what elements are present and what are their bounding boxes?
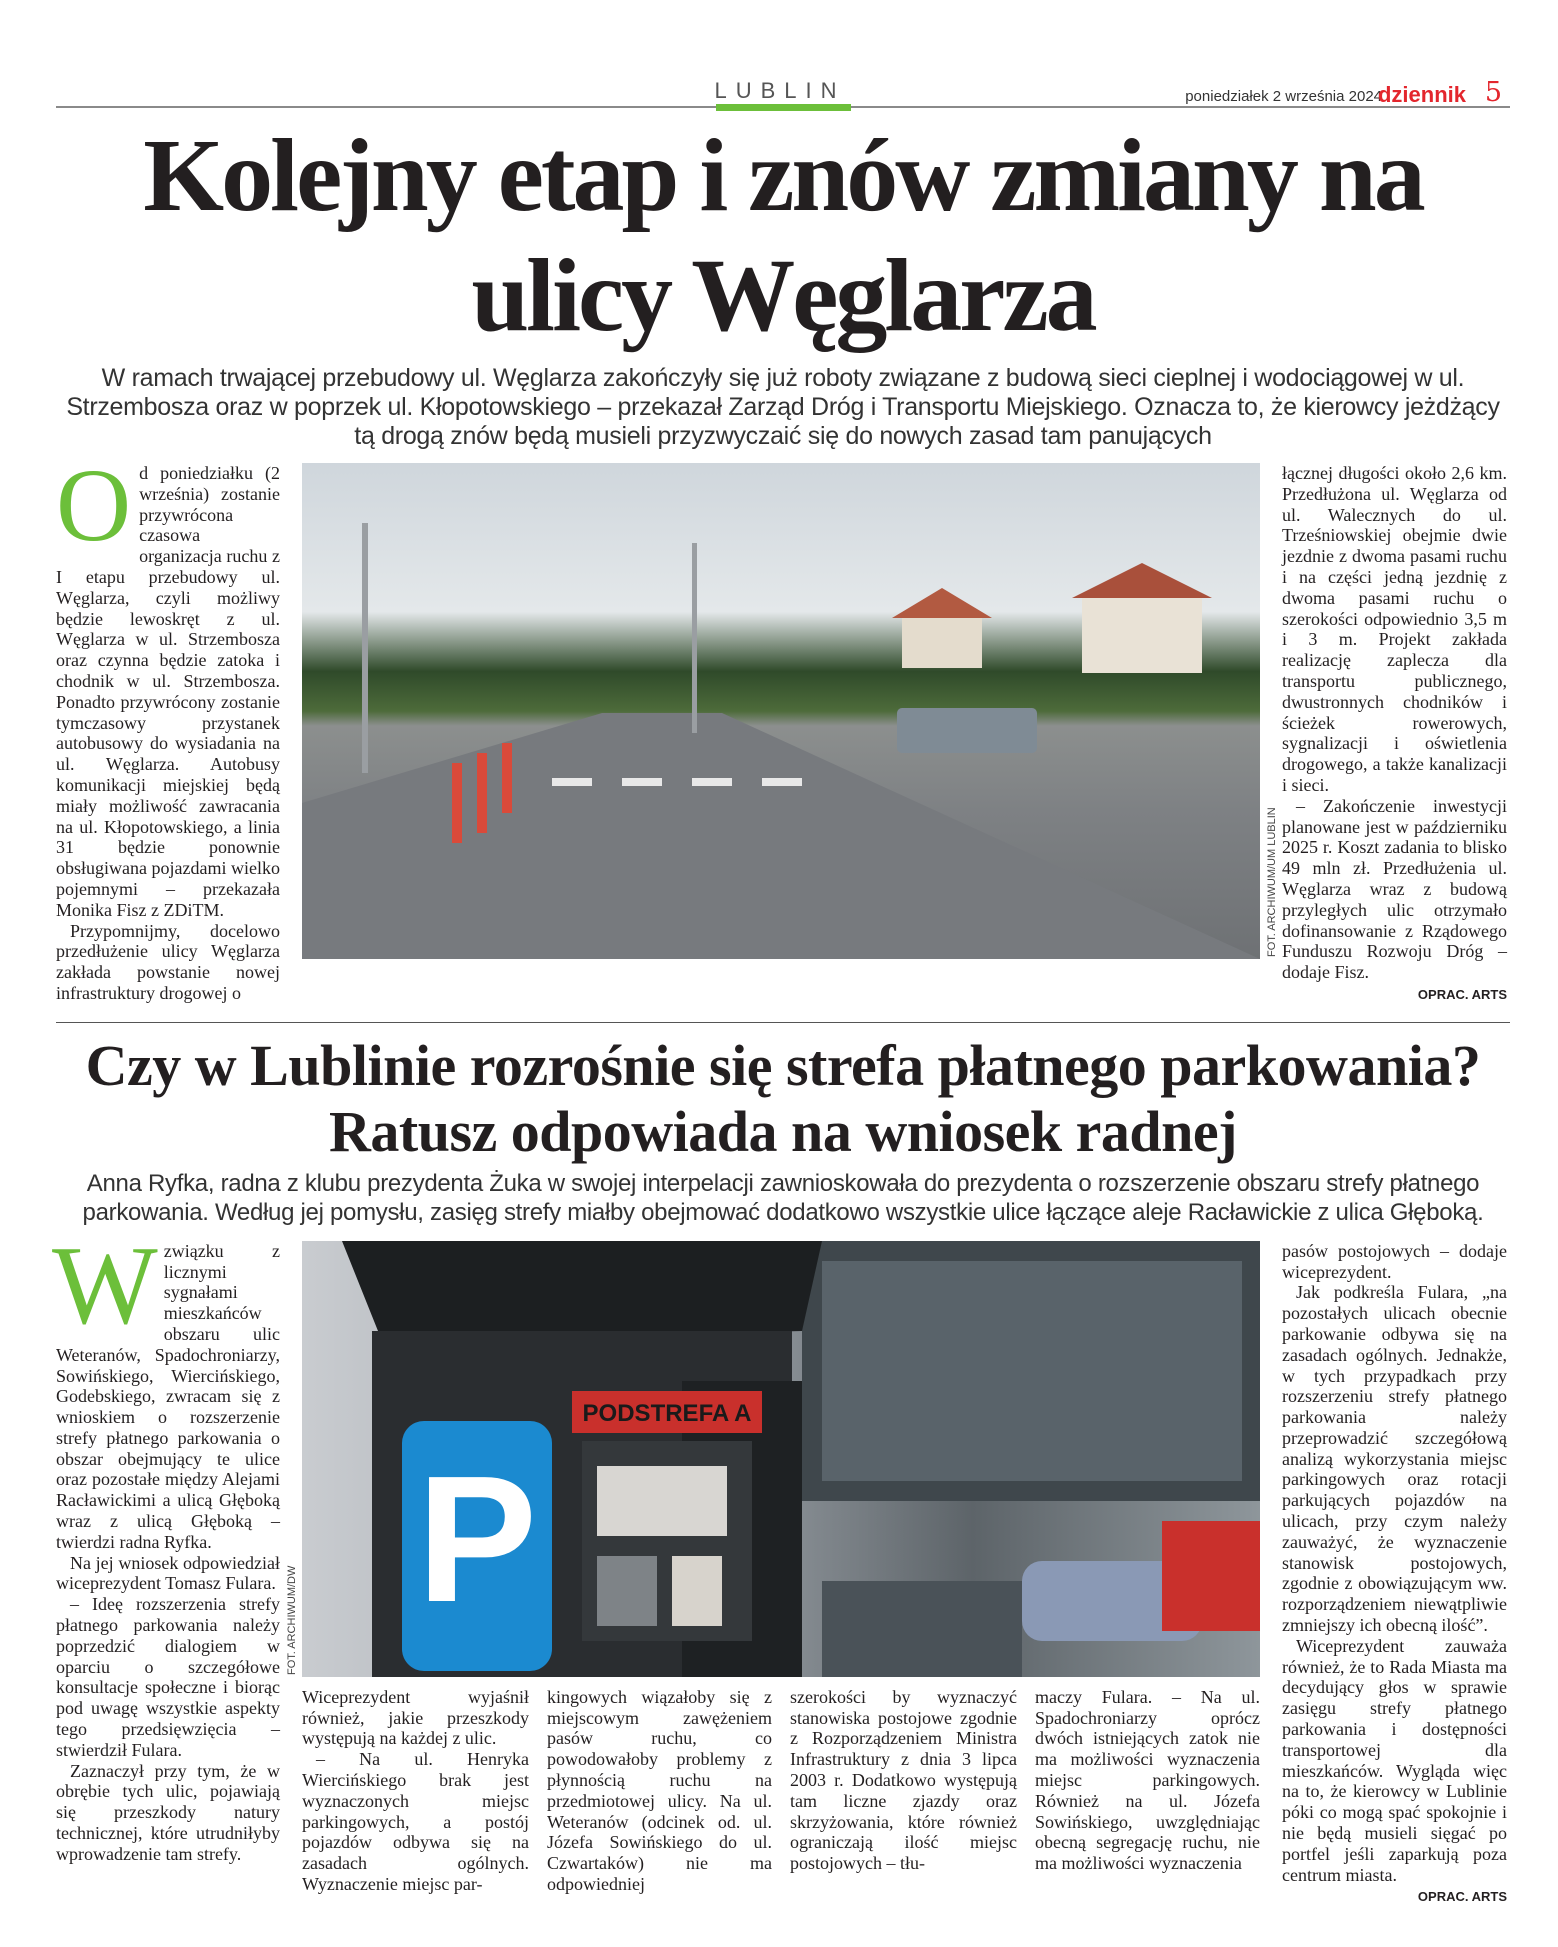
paragraph: Wiceprezydent wyjaśnił również, jakie przeszkody występują na każdej z ulic.: [302, 1686, 529, 1749]
paragraph: Wiceprezydent zauważa również, że to Rada Miasta ma decydujący głos w sprawie zasięgu strefy płatnego parkowania i dostępności transportowej dla mieszkańców. Wygląda więc na to, że kierowcy w Lublinie póki co mogą spać spokojnie i nie będą musieli sięgać po portfel jeśli zaparkują poza centrum miasta.: [1282, 1635, 1507, 1885]
article2-body: [52, 1223, 1510, 1906]
article2-photo-parking-meter: [286, 1241, 1260, 1677]
article1-right-column: [1282, 463, 1507, 1003]
article1-photo-credit: FOT. ARCHIWUM/UM LUBLIN: [1266, 807, 1278, 957]
paragraph: związku z licznymi sygnałami mieszkańców obszaru ulic Weteranów, Spadochroniarzy, Sowińskiego, Wiercińskiego, Godebskiego, zwracam się z wnioskiem o rozszerzenie strefy płatnego parkowania o obszar obejmujący te ulice oraz pozostałe między Alejami Racławickimi a ulicą Głęboką wraz z ulicą Głęboką – twierdzi radna Ryfka.: [56, 1240, 280, 1552]
paragraph: pasów postojowych – dodaje wiceprezydent.: [1282, 1240, 1507, 1282]
article2-column-3: [547, 1687, 772, 1895]
article1-lead: W ramach trwającej przebudowy ul. Węglarza zakończyły się już roboty związane z budową sieci cieplnej i wodociągowej w ul. Strzembosza oraz w poprzek ul. Kłopotowskiego – przekazał Zarząd Dróg i Transportu Miejskiego. Oznacza to, że kierowcy jeżdżący tą drogą znów będą musieli przyzwyczaić się do nowych zasad tam panujących: [66, 364, 1500, 450]
article2-column-2: [302, 1687, 529, 1895]
article2-column-4: [790, 1687, 1017, 1895]
article2-title: Czy w Lublinie rozrośnie się strefa płatnego parkowania? Ratusz odpowiada na wniosek radnej: [85, 1032, 1481, 1164]
paragraph: Przypomnijmy, docelowo przedłużenie ulicy Węglarza zakłada powstanie nowej infrastruktury drogowej o: [56, 920, 280, 1003]
article2-column-5: [1035, 1687, 1260, 1895]
article2-photo-credit: FOT. ARCHIWUM/DW: [286, 1565, 298, 1675]
drop-cap: W: [52, 1223, 158, 1348]
article2-center: [286, 1241, 1260, 1895]
article-divider: [56, 1022, 1510, 1023]
issue-date: poniedziałek 2 września 2024: [1185, 88, 1382, 105]
paragraph: Jak podkreśla Fulara, „na pozostałych ulicach obecnie parkowanie odbywa się na zasadach ogólnych. Jednakże, w tych przypadkach przy rozszerzeniu strefy płatnego parkowania należy przeprowadzić szczegółową analizą wykorzystania miejsc parkingowych oraz rotacji parkujących pojazdów na ulicach, przy czym należy zauważyć, że wyznaczenie stanowisk postojowych, zgodnie z obowiązującym ww. rozporządzeniem niewątpliwie zmniejszy ich obecną ilość”.: [1282, 1282, 1507, 1636]
article2-bottom-columns: [302, 1687, 1260, 1895]
article1-title: Kolejny etap i znów zmiany na ulicy Węglarza: [143, 118, 1423, 353]
paragraph: Na jej wniosek odpowiedział wiceprezydent Tomasz Fulara.: [56, 1552, 280, 1594]
paragraph: – Ideę rozszerzenia strefy płatnego parkowania należy poprzedzić dialogiem w oparciu o szczegółowe konsultacje społeczne i biorąc pod uwagę wszystkie aspekty tego przedsięwzięcia – stwierdził Fulara.: [56, 1594, 280, 1760]
paragraph: Zaznaczył przy tym, że w obrębie tych ulic, pojawiają się przeszkody natury technicznej, które utrudniłyby wprowadzenie tam strefy.: [56, 1760, 280, 1864]
byline: OPRAC. ARTS: [1417, 1889, 1507, 1905]
drop-cap: O: [56, 448, 132, 563]
article2-lead: Anna Ryfka, radna z klubu prezydenta Żuka w swojej interpelacji zawnioskowała do prezydenta o rozszerzenie obszaru strefy płatnego parkowania. Według jej pomysłu, zasięg strefy miałby obejmować dodatkowo wszystkie ulice łączące aleje Racławickie z ulica Głęboką.: [82, 1169, 1484, 1226]
newspaper-logo: dziennik: [1377, 82, 1466, 107]
byline: OPRAC. ARTS: [1417, 986, 1507, 1002]
page-header: [56, 0, 1510, 116]
parking-photo: [302, 1241, 1260, 1677]
article2-right-column: [1282, 1241, 1507, 1906]
paragraph: kingowych wiązałoby się z miejscowym zawężeniem pasów ruchu, co powodowałoby problemy z płynnością ruchu na przedmiotowej ulicy. Na ul. Weteranów (odcinek od. ul. Józefa Sowińskiego do ul. Czwartaków) nie ma odpowiedniej: [547, 1686, 772, 1894]
article1-body: [56, 448, 1510, 1004]
section-label: LUBLIN: [714, 78, 846, 103]
paragraph: łącznej długości około 2,6 km. Przedłużona ul. Węglarza od ul. Walecznych do ul. Trześniowskiej obejmie dwie jezdnie z dwoma pasami ruchu i na części jedną jezdnię z dwoma pasami ruchu o szerokości odpowiednio 3,5 m i 3 m. Projekt zakłada realizację zaplecza dla transportu publicznego, dwustronnych chodników i ścieżek rowerowych, sygnalizacji i oświetlenia drogowego, a także kanalizacji i sieci.: [1282, 463, 1507, 795]
paragraph: szerokości by wyznaczyć stanowiska postojowe zgodnie z Rozporządzeniem Ministra Infrastruktury z dnia 3 lipca 2003 r. Dodatkowo występują tam liczne zjazdy oraz skrzyżowania, które również ograniczają ilość miejsc postojowych – tłu-: [790, 1686, 1017, 1874]
parking-scene: [302, 1241, 1260, 1677]
road-photo: [302, 463, 1260, 959]
paragraph: – Na ul. Henryka Wiercińskiego brak jest wyznaczonych miejsc parkingowych, a postój pojazdów odbywa się na zasadach ogólnych. Wyznaczenie miejsc par-: [302, 1749, 529, 1894]
article2-left-column: [52, 1223, 280, 1865]
paragraph: d poniedziałku (2 września) zostanie przywrócona czasowa organizacja ruchu z I etapu przebudowy ul. Węglarza, czyli możliwy będzie lewoskręt z ul. Węglarza w ul. Strzembosza oraz czynna będzie zatoka i chodnik w ul. Strzembosza. Ponadto przywrócony zostanie tymczasowy przystanek autobusowy do wysiadania na ul. Węglarza. Autobusy komunikacji miejskiej będą miały możliwość zawracania na ul. Kłopotowskiego, a linia 31 będzie ponownie obsługiwana pojazdami wielko pojemnymi – przekazała Monika Fisz z ZDiTM.: [56, 463, 280, 920]
section-accent-bar: [716, 104, 851, 111]
meter-label: PODSTREFA A: [582, 1399, 752, 1427]
article1-left-column: [56, 448, 280, 1004]
article1-photo-road-intersection: [302, 463, 1278, 959]
page-number: 5: [1484, 77, 1502, 108]
parking-sign-letter: P: [416, 1438, 538, 1640]
road-scene: [302, 463, 1260, 959]
paragraph: – Zakończenie inwestycji planowane jest w październiku 2025 r. Koszt zadania to blisko 49 mln zł. Przedłużenia ul. Węglarza wraz z budową przyległych ulic otrzymało dofinansowanie z Rządowego Funduszu Rozwoju Dróg – dodaje Fisz.: [1282, 795, 1507, 983]
paragraph: maczy Fulara. – Na ul. Spadochroniarzy oprócz dwóch istniejących zatok nie ma możliwości wyznaczenia miejsc parkingowych. Również na ul. Józefa Sowińskiego, uwzględniając obecną segregację ruchu, nie ma możliwości wyznaczenia: [1035, 1686, 1260, 1874]
